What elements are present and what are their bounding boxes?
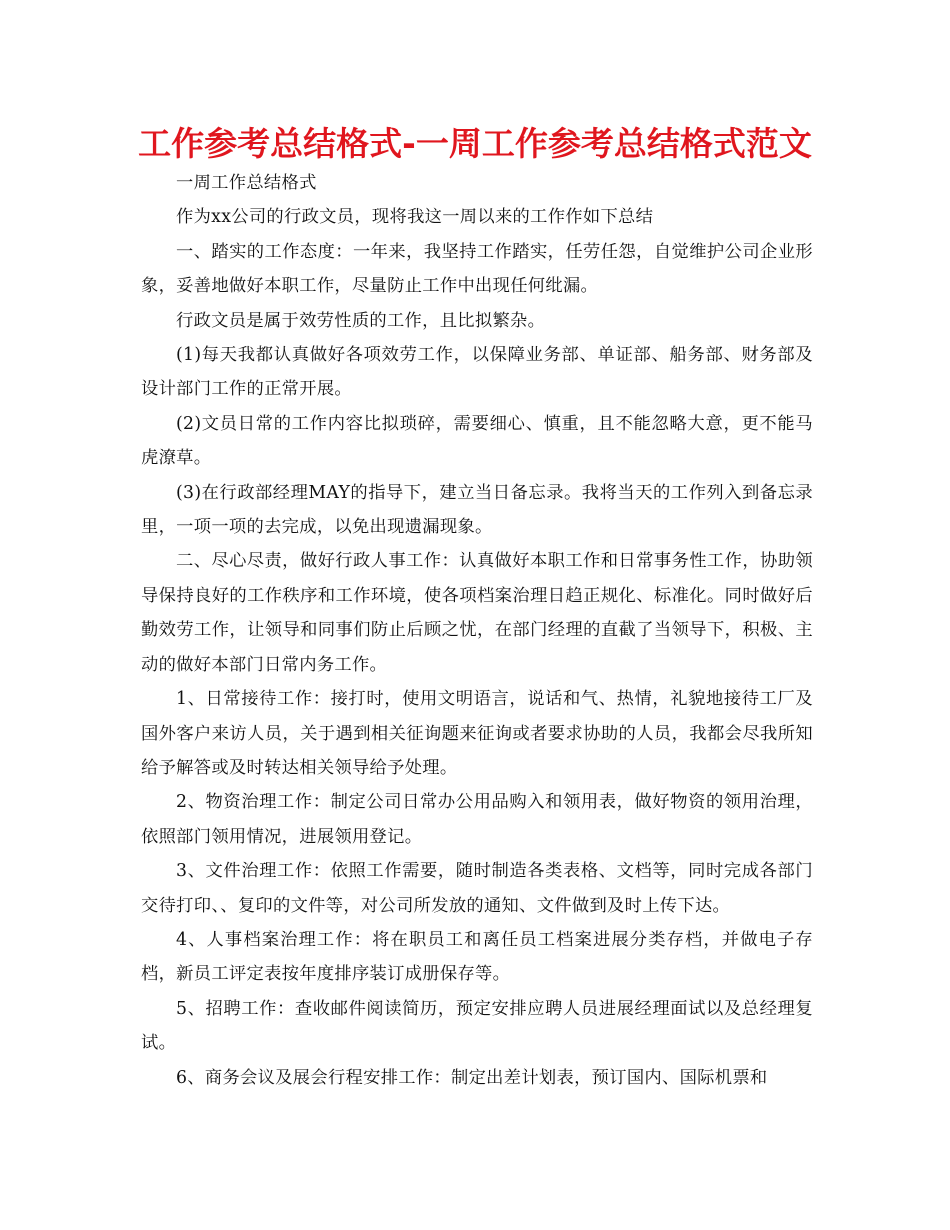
document-body (141, 166, 813, 1095)
paragraph-intro: 作为xx公司的行政文员，现将我这一周以来的工作作如下总结 (176, 207, 654, 228)
paragraph-section-1: 一、踏实的工作态度：一年来，我坚持工作踏实，任劳任怨，自觉维护公司企业形象，妥善地做好本职工作，尽量防止工作中出现任何纰漏。 (141, 241, 813, 297)
paragraph-task-5: 5、招聘工作：查收邮件阅读简历，预定安排应聘人员进展经理面试以及总经理复试。 (141, 998, 813, 1054)
paragraph-task-2: 2、物资治理工作：制定公司日常办公用品购入和领用表，做好物资的领用治理，依照部门领用情况，进展领用登记。 (141, 792, 813, 847)
paragraph-section-2: 二、尽心尽责，做好行政人事工作：认真做好本职工作和日常事务性工作，协助领导保持良好的工作秩序和工作环境，使各项档案治理日趋正规化、标准化。同时做好后勤效劳工作，让领导和同事们防止后顾之忧，在部门经理的直截了当领导下，积极、主动的做好本部门日常内务工作。 (141, 551, 813, 675)
paragraph: 行政文员是属于效劳性质的工作，且比拟繁杂。 (176, 310, 546, 331)
paragraph-item-1: (1)每天我都认真做好各项效劳工作，以保障业务部、单证部、船务部、财务部及设计部门工作的正常开展。 (141, 345, 813, 400)
paragraph-item-2: (2)文员日常的工作内容比拟琐碎，需要细心、慎重，且不能忽略大意，更不能马虎潦草。 (141, 413, 813, 469)
paragraph-item-3: (3)在行政部经理MAY的指导下，建立当日备忘录。我将当天的工作列入到备忘录里，一项一项的去完成，以免出现遗漏现象。 (141, 482, 813, 538)
paragraph-task-1: 1、日常接待工作：接打时，使用文明语言，说话和气、热情，礼貌地接待工厂及国外客户来访人员，关于遇到相关征询题来征询或者要求协助的人员，我都会尽我所知给予解答或及时转达相关领导给予处理。 (141, 689, 813, 778)
paragraph-subtitle: 一周工作总结格式 (176, 173, 317, 193)
document-title: 工作参考总结格式-一周工作参考总结格式范文 (138, 124, 812, 163)
paragraph-task-6: 6、商务会议及展会行程安排工作：制定出差计划表，预订国内、国际机票和 (176, 1067, 768, 1088)
paragraph-task-3: 3、文件治理工作：依照工作需要，随时制造各类表格、文档等，同时完成各部门交待打印、、复印的文件等，对公司所发放的通知、文件做到及时上传下达。 (141, 861, 813, 916)
paragraph-task-4: 4、人事档案治理工作：将在职员工和离任员工档案进展分类存档，并做电子存档，新员工评定表按年度排序装订成册保存等。 (141, 929, 813, 985)
